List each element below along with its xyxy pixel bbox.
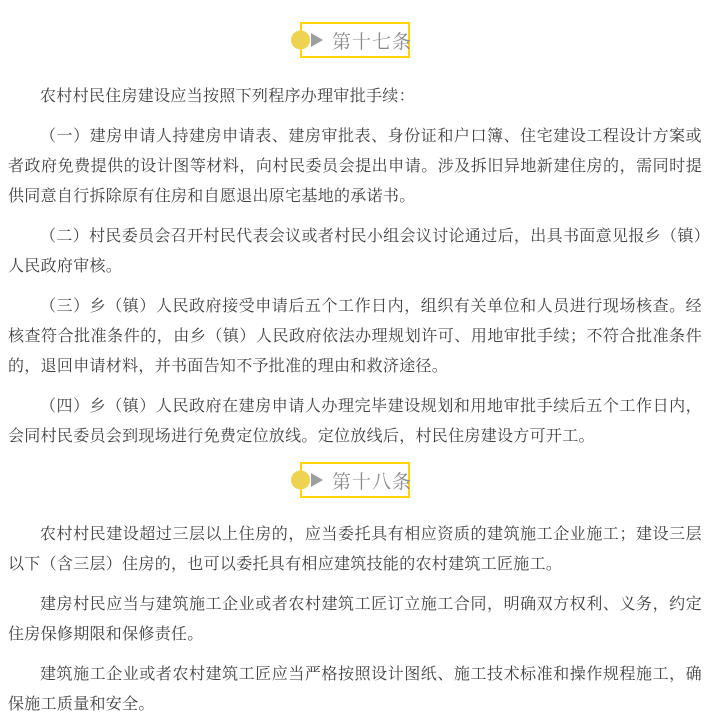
paragraph-item-1: 农村村民建设超过三层以上住房的，应当委托具有相应资质的建筑施工企业施工；建设三层以下（含三层）住房的，也可以委托具有相应建筑技能的农村建筑工匠施工。 <box>8 526 702 573</box>
section-heading-label: 第十八条 <box>332 471 413 493</box>
play-arrow-icon <box>311 473 323 487</box>
paragraph-item-3: 建筑施工企业或者农村建筑工匠应当严格按照设计图纸、施工技术标准和操作规程施工，确保施工质量和安全。 <box>8 666 702 713</box>
paragraph-item-3: （三）乡（镇）人民政府接受申请后五个工作日内，组织有关单位和人员进行现场核查。经核查符合批准条件的，由乡（镇）人民政府依法办理规划许可、用地审批手续；不符合批准条件的，退回申请材料，并书面告知不予批准的理由和救济途径。 <box>8 298 702 375</box>
paragraph-item-2: （二）村民委员会召开村民代表会议或者村民小组会议讨论通过后，出具书面意见报乡（镇）人民政府审核。 <box>8 228 702 275</box>
section-heading-article-18 <box>300 462 413 498</box>
bullet-dot-icon <box>291 31 310 50</box>
paragraph-item-4: （四）乡（镇）人民政府在建房申请人办理完毕建设规划和用地审批手续后五个工作日内，会同村民委员会到现场进行免费定位放线。定位放线后，村民住房建设方可开工。 <box>8 398 702 445</box>
paragraph-item-2: 建房村民应当与建筑施工企业或者农村建筑工匠订立施工合同，明确双方权利、义务，约定住房保修期限和保修责任。 <box>8 596 702 643</box>
paragraph-item-1: （一）建房申请人持建房申请表、建房审批表、身份证和户口簿、住宅建设工程设计方案或者政府免费提供的设计图等材料，向村民委员会提出申请。涉及拆旧异地新建住房的，需同时提供同意自行拆除原有住房和自愿退出原宅基地的承诺书。 <box>8 128 702 205</box>
play-arrow-icon <box>311 33 323 47</box>
section-heading-article-17 <box>300 22 413 58</box>
paragraph-intro: 农村村民住房建设应当按照下列程序办理审批手续： <box>40 88 415 105</box>
bullet-dot-icon <box>291 471 310 490</box>
section-heading-label: 第十七条 <box>332 31 413 53</box>
